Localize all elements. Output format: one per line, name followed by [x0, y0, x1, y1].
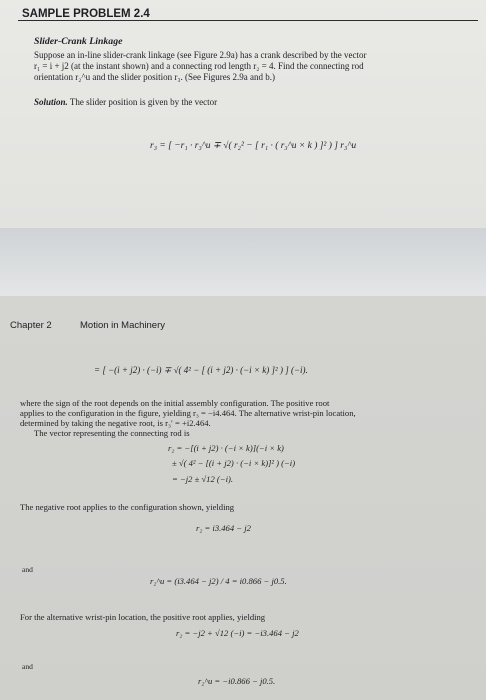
- solution-line: [34, 97, 217, 107]
- problem-line-1: Suppose an in-line slider-crank linkage (see Figure 2.9a) has a crank described by the vector: [34, 50, 367, 60]
- rod-equation-line-3: = −j2 ± √12 (−i).: [172, 474, 233, 484]
- alternative-rod-result: r₂ = −j2 + √12 (−i) = −i3.464 − j2: [176, 628, 299, 638]
- solution-label: Solution.: [34, 97, 68, 107]
- problem-subheading: Slider-Crank Linkage: [34, 36, 123, 47]
- page-gap: [0, 228, 486, 296]
- para-line-2: applies to the configuration in the figure, yielding r₃ = −i4.464. The alternative wrist-pin location,: [20, 408, 356, 418]
- and-word-2: and: [22, 662, 33, 671]
- title-rule: [18, 20, 478, 21]
- alternative-text: For the alternative wrist-pin location, the positive root applies, yielding: [20, 612, 266, 622]
- textbook-page-upper: [0, 0, 486, 228]
- textbook-page-lower: [0, 296, 486, 700]
- para-line-4: The vector representing the connecting rod is: [34, 428, 190, 438]
- slider-position-substituted: = [ −(i + j2) · (−i) ∓ √( 4² − [ (i + j2) · (−i × k) ]² ) ] (−i).: [94, 365, 308, 375]
- chapter-title: Motion in Machinery: [80, 320, 166, 331]
- problem-line-2: r₁ = i + j2 (at the instant shown) and a connecting rod length r₂ = 4. Find the connecting rod: [34, 61, 364, 71]
- rod-orientation-result: r₂^u = (i3.464 − j2) / 4 = i0.866 − j0.5.: [150, 576, 287, 586]
- rod-equation-line-2: ± √( 4² − [(i + j2) · (−i × k)]² ) (−i): [172, 458, 296, 468]
- problem-line-3: orientation r₂^u and the slider position r₃. (See Figures 2.9a and b.): [34, 72, 275, 82]
- rod-equation-line-1: r₂ = −[(i + j2) · (−i × k)](−i × k): [168, 443, 284, 453]
- solution-text: The slider position is given by the vector: [67, 97, 218, 107]
- and-word-1: and: [22, 565, 33, 574]
- sample-problem-title: SAMPLE PROBLEM 2.4: [22, 8, 150, 20]
- chapter-label: Chapter 2: [10, 320, 52, 331]
- connecting-rod-result: r₂ = i3.464 − j2: [196, 523, 251, 533]
- alternative-orientation-result: r₂^u = −i0.866 − j0.5.: [198, 676, 276, 686]
- para-line-3: determined by taking the negative root, is r₃′ = +i2.464.: [20, 418, 211, 428]
- para-line-1: where the sign of the root depends on the initial assembly configuration. The positive root: [20, 398, 330, 408]
- slider-position-equation: r₃ = [ −r₁ · r₃^u ∓ √( r₂² − [ r₁ · ( r₃^u × k ) ]² ) ] r₃^u: [150, 141, 357, 151]
- negative-root-text: The negative root applies to the configuration shown, yielding: [20, 502, 235, 512]
